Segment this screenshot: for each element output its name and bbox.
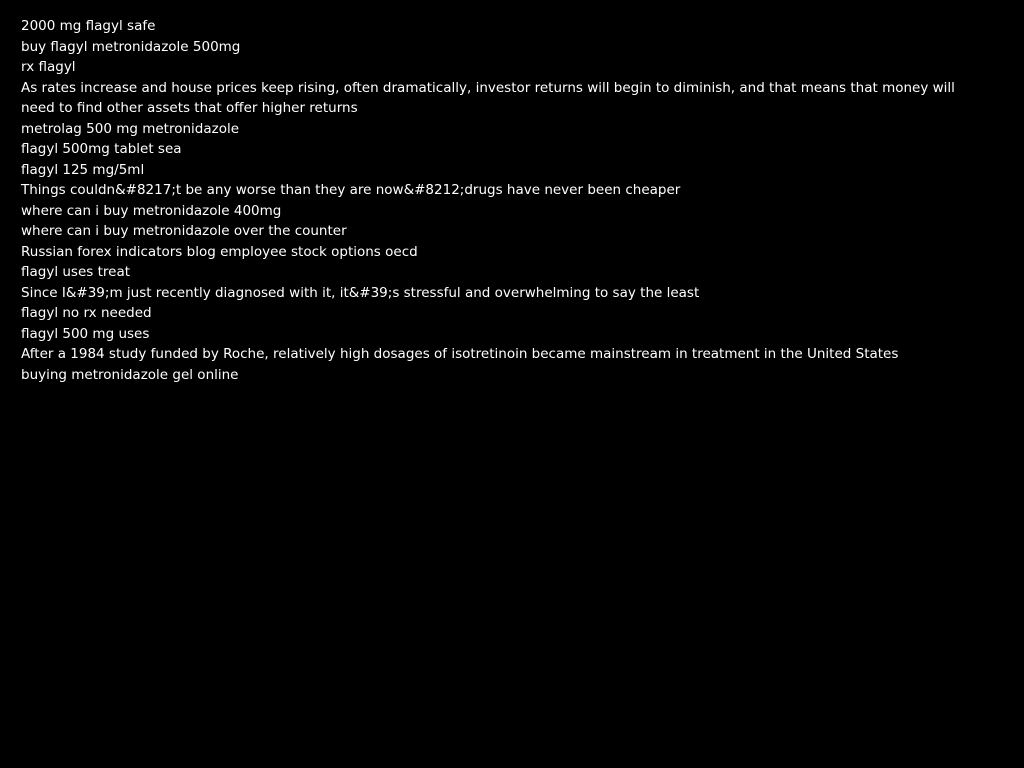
text-paragraph: As rates increase and house prices keep rising, often dramatically, investor returns will begin to diminish, and that means that money will need to find other assets that offer higher returns (21, 79, 955, 116)
text-line: Things couldn&#8217;t be any worse than they are now&#8212;drugs have never been cheaper (21, 182, 681, 198)
text-line: Since I&#39;m just recently diagnosed with it, it&#39;s stressful and overwhelming to say the least (21, 284, 700, 301)
text-line: flagyl uses treat (21, 264, 131, 280)
text-line: rx flagyl (21, 59, 76, 75)
text-line: Russian forex indicators blog employee stock options oecd (21, 243, 418, 260)
text-line: buying metronidazole gel online (21, 366, 239, 383)
text-line: metrolag 500 mg metronidazole (21, 120, 240, 137)
text-line: flagyl 125 mg/5ml (21, 161, 145, 178)
text-line: where can i buy metronidazole over the counter (21, 223, 347, 239)
text-line: flagyl no rx needed (21, 305, 152, 321)
text-line: 2000 mg flagyl safe (21, 18, 156, 34)
text-line: flagyl 500 mg uses (21, 325, 150, 342)
text-line: flagyl 500mg tablet sea (21, 141, 182, 157)
text-line: After a 1984 study funded by Roche, relatively high dosages of isotretinoin became mainstream in treatment in the United States (21, 346, 899, 362)
text-line: buy flagyl metronidazole 500mg (21, 38, 241, 55)
text-line: where can i buy metronidazole 400mg (21, 202, 282, 219)
